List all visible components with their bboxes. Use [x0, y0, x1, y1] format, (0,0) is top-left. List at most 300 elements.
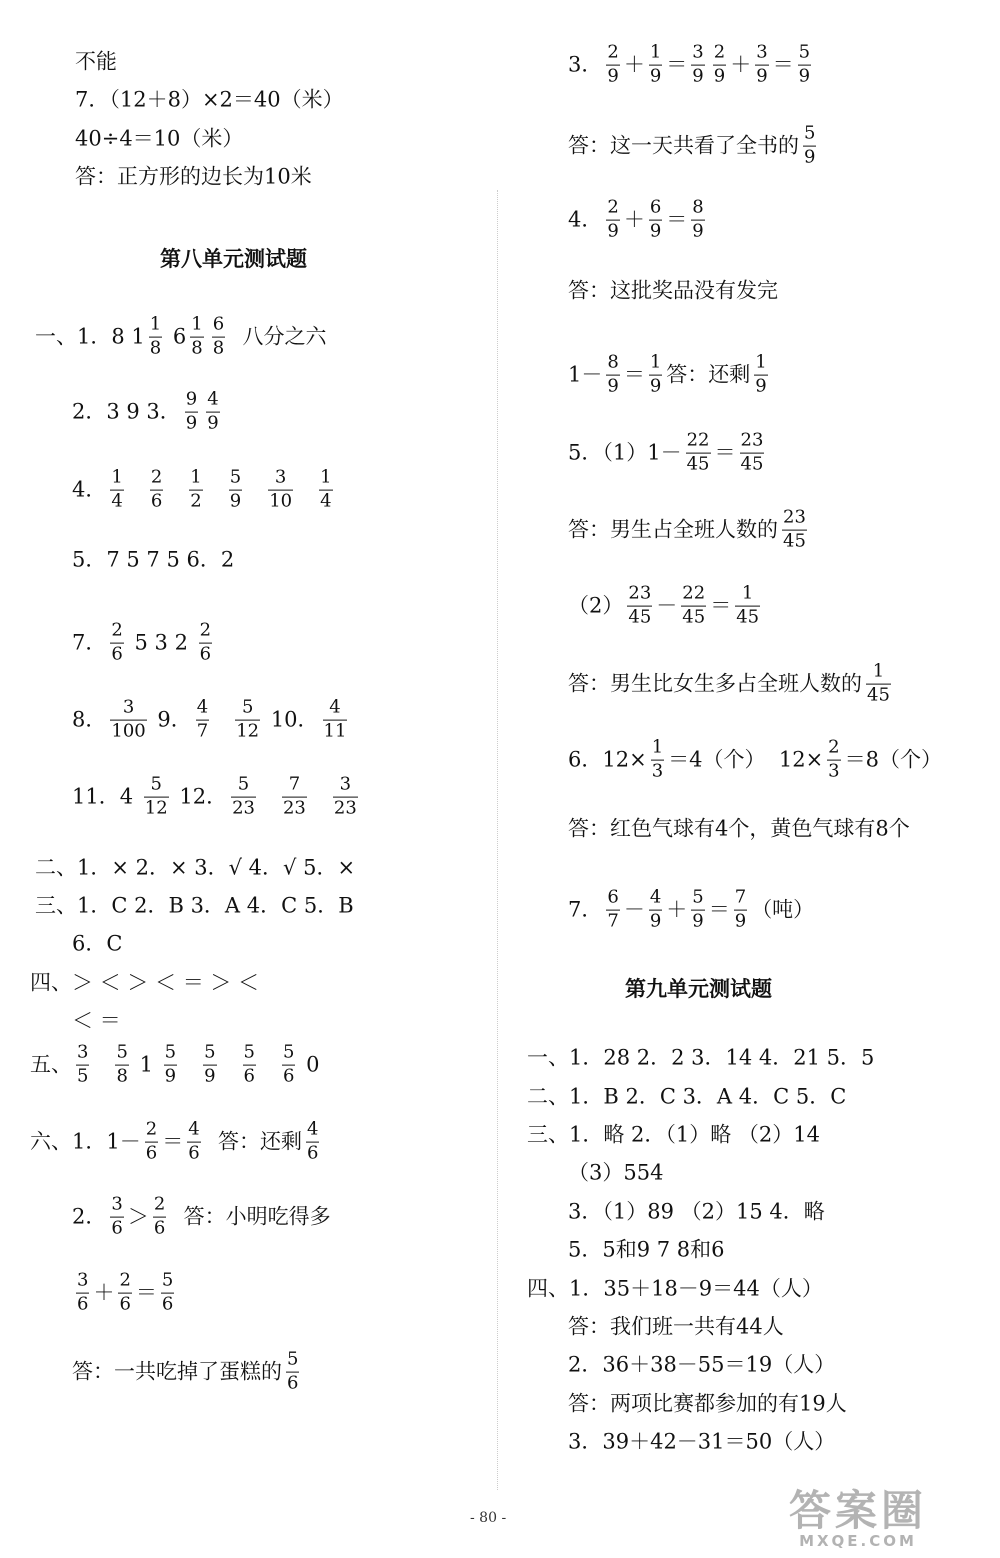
- fraction-denominator: 8: [116, 1065, 128, 1087]
- answer-line: [568, 736, 942, 782]
- answer-text: ＝: [666, 52, 688, 77]
- fraction-numerator: 3: [122, 696, 135, 718]
- fraction-numerator: 5: [804, 122, 816, 144]
- answer-line: [568, 196, 709, 242]
- fraction: [681, 582, 706, 628]
- fraction-denominator: 9: [798, 65, 811, 87]
- fraction-denominator: 23: [333, 797, 357, 819]
- fraction-numerator: 23: [783, 506, 806, 528]
- fraction-denominator: 6: [188, 1142, 200, 1164]
- fraction-denominator: 9: [692, 220, 704, 242]
- fraction-denominator: 23: [282, 797, 306, 819]
- answer-line: [72, 773, 362, 819]
- column-divider: [497, 190, 498, 1490]
- answer-line: [568, 1237, 725, 1262]
- fraction: [282, 773, 307, 819]
- fraction-denominator: 6: [145, 1142, 158, 1164]
- fraction-denominator: 6: [150, 490, 163, 512]
- fraction-denominator: 6: [161, 1293, 174, 1315]
- answer-line: [568, 506, 811, 552]
- fraction-denominator: 45: [740, 453, 764, 475]
- fraction-numerator: 22: [682, 582, 706, 604]
- answer-line: [568, 122, 820, 168]
- answer-text: 答：我们班一共有44人: [568, 1314, 784, 1339]
- answer-text: （吨）: [751, 897, 815, 922]
- answer-text: 答：这一天共看了全书的: [568, 133, 799, 158]
- fraction: [735, 582, 760, 628]
- fraction-denominator: 9: [607, 220, 619, 242]
- fraction-numerator: 5: [692, 886, 704, 908]
- fraction-numerator: 3: [692, 41, 704, 63]
- fraction-denominator: 6: [77, 1293, 89, 1315]
- answer-text: 答：红色气球有4个，黄色气球有8个: [568, 816, 910, 841]
- fraction-denominator: 45: [867, 684, 890, 706]
- fraction-numerator: 4: [188, 1118, 200, 1140]
- fraction-denominator: 9: [229, 490, 242, 512]
- fraction: [229, 466, 242, 512]
- fraction-denominator: 6: [119, 1293, 131, 1315]
- fraction-denominator: 9: [164, 1065, 177, 1087]
- fraction-denominator: 9: [649, 910, 662, 932]
- section-title-unit8: 第八单元测试题: [160, 247, 307, 271]
- fraction: [866, 660, 891, 706]
- fraction: [649, 41, 662, 87]
- fraction-denominator: 4: [111, 490, 123, 512]
- answer-text: 0: [299, 1052, 320, 1077]
- fraction: [691, 886, 704, 932]
- fraction-denominator: 3: [651, 760, 664, 782]
- fraction-denominator: 8: [191, 337, 203, 359]
- fraction: [161, 1269, 174, 1315]
- fraction-denominator: 9: [692, 910, 704, 932]
- answer-text: 4．: [72, 477, 107, 502]
- fraction-numerator: 5: [237, 773, 250, 795]
- fraction-numerator: 6: [649, 196, 662, 218]
- fraction-numerator: 22: [686, 429, 710, 451]
- fraction-numerator: 5: [287, 1348, 299, 1370]
- fraction-numerator: 4: [307, 1118, 319, 1140]
- fraction-numerator: 2: [153, 1193, 166, 1215]
- answer-text: ＝: [623, 362, 645, 387]
- fraction-denominator: 2: [190, 490, 202, 512]
- fraction: [110, 619, 123, 665]
- fraction: [149, 313, 162, 359]
- answer-text: 10．: [264, 707, 319, 732]
- fraction-numerator: 7: [734, 886, 747, 908]
- answer-text: 6．C: [72, 931, 123, 956]
- answer-text: 5．5和9 7 8和6: [568, 1237, 725, 1262]
- fraction: [268, 466, 293, 512]
- fraction: [144, 773, 169, 819]
- answer-text: ＝: [710, 593, 732, 618]
- fraction-numerator: 1: [149, 313, 162, 335]
- fraction: [118, 1269, 131, 1315]
- fraction: [110, 1193, 123, 1239]
- fraction-numerator: 2: [828, 736, 840, 758]
- fraction-numerator: 5: [204, 1041, 216, 1063]
- watermark-logo-text: 答案圈: [788, 1485, 927, 1535]
- answer-line: [72, 1008, 121, 1033]
- fraction: [203, 1041, 216, 1087]
- fraction-denominator: 9: [649, 375, 662, 397]
- fraction: [734, 886, 747, 932]
- fraction-denominator: 6: [199, 643, 212, 665]
- answer-line: [30, 970, 260, 995]
- fraction-denominator: 6: [111, 643, 123, 665]
- answer-text: 1－: [568, 362, 603, 387]
- fraction-numerator: 1: [741, 582, 754, 604]
- fraction: [145, 1118, 158, 1164]
- fraction-numerator: 4: [196, 696, 209, 718]
- fraction-numerator: 6: [607, 886, 619, 908]
- answer-line: [35, 855, 356, 880]
- answer-text: 答：这批奖品没有发完: [568, 278, 778, 303]
- fraction: [185, 388, 198, 434]
- fraction-numerator: 5: [798, 41, 811, 63]
- fraction-denominator: 12: [144, 797, 168, 819]
- fraction-numerator: 4: [329, 696, 341, 718]
- fraction-numerator: 1: [649, 41, 662, 63]
- answer-line: [75, 164, 312, 189]
- answer-line: [72, 466, 337, 512]
- fraction: [199, 619, 212, 665]
- fraction: [110, 696, 146, 742]
- fraction-denominator: 45: [686, 453, 710, 475]
- answer-line: [527, 1045, 875, 1070]
- answer-text: 一、1．28 2．2 3．14 4．21 5．5: [527, 1045, 875, 1070]
- answer-line: [568, 1314, 784, 1339]
- answer-line: [72, 388, 224, 434]
- fraction-denominator: 12: [236, 720, 260, 742]
- fraction-denominator: 9: [607, 375, 619, 397]
- fraction-denominator: 9: [649, 65, 662, 87]
- answer-line: [568, 1199, 825, 1224]
- fraction: [691, 196, 704, 242]
- fraction: [606, 351, 619, 397]
- fraction: [754, 351, 767, 397]
- fraction-numerator: 8: [607, 351, 619, 373]
- fraction: [606, 41, 619, 87]
- answer-text: ＋: [623, 207, 645, 232]
- section-title-unit9: 第九单元测试题: [625, 977, 772, 1001]
- answer-text: 8．: [72, 707, 107, 732]
- fraction-denominator: 9: [649, 220, 662, 242]
- fraction-numerator: 2: [607, 196, 619, 218]
- answer-text: 一、1．8 1: [35, 324, 145, 349]
- fraction: [713, 41, 726, 87]
- answer-line: [72, 619, 216, 665]
- fraction-denominator: 23: [232, 797, 255, 819]
- answer-line: [72, 931, 123, 956]
- answer-text: 9．: [150, 707, 192, 732]
- fraction: [606, 886, 619, 932]
- fraction-numerator: 1: [649, 351, 662, 373]
- fraction: [153, 1193, 166, 1239]
- answer-text: 2．: [72, 1204, 107, 1229]
- fraction: [196, 696, 209, 742]
- fraction-numerator: 5: [116, 1041, 128, 1063]
- answer-text: 12．: [172, 784, 228, 809]
- fraction: [606, 196, 619, 242]
- answer-text: 3．（1）89 （2）15 4．略: [568, 1199, 825, 1224]
- fraction: [76, 1041, 89, 1087]
- answer-line: [568, 582, 764, 628]
- answer-text: （3）554: [568, 1160, 664, 1185]
- fraction-denominator: 5: [77, 1065, 89, 1087]
- answer-text: 答：男生比女生多占全班人数的: [568, 671, 862, 696]
- fraction-denominator: 8: [149, 337, 162, 359]
- answer-text: 不能: [75, 49, 117, 74]
- fraction-numerator: 2: [111, 619, 123, 641]
- fraction-numerator: 6: [212, 313, 225, 335]
- answer-text: 4．: [568, 207, 603, 232]
- answer-text: 五、: [30, 1052, 72, 1077]
- fraction-numerator: 4: [207, 388, 219, 410]
- fraction: [798, 41, 811, 87]
- answer-line: [72, 696, 351, 742]
- fraction-denominator: 9: [756, 65, 768, 87]
- answer-text: 答：两项比赛都参加的有19人: [568, 1391, 847, 1416]
- answer-text: 3．: [568, 52, 603, 77]
- fraction: [651, 736, 664, 782]
- fraction-numerator: 23: [628, 582, 652, 604]
- answer-text: 3．39＋42－31＝50（人）: [568, 1429, 836, 1454]
- fraction-denominator: 6: [287, 1372, 299, 1394]
- fraction: [164, 1041, 177, 1087]
- answer-line: [568, 278, 778, 303]
- answer-text: 6．12×: [568, 747, 647, 772]
- answer-text: 2．36＋38－55＝19（人）: [568, 1352, 836, 1377]
- answer-text: 答：小明吃得多: [170, 1204, 331, 1229]
- fraction-numerator: 5: [282, 1041, 295, 1063]
- answer-line: [35, 313, 327, 359]
- fraction-denominator: 6: [153, 1217, 166, 1239]
- fraction-numerator: 2: [607, 41, 619, 63]
- answer-text: 二、1．B 2．C 3．A 4．C 5．C: [527, 1084, 847, 1109]
- fraction-denominator: 6: [282, 1065, 295, 1087]
- answer-text: 7．: [568, 897, 603, 922]
- fraction-numerator: 5: [241, 696, 254, 718]
- fraction-denominator: 45: [736, 606, 760, 628]
- fraction-denominator: 9: [204, 1065, 216, 1087]
- fraction: [740, 429, 765, 475]
- fraction: [110, 466, 123, 512]
- fraction-numerator: 2: [119, 1269, 131, 1291]
- fraction: [206, 388, 219, 434]
- fraction: [755, 41, 768, 87]
- fraction: [282, 1041, 295, 1087]
- fraction: [649, 196, 662, 242]
- fraction: [627, 582, 652, 628]
- answer-text: 1: [132, 1052, 160, 1077]
- answer-line: [568, 660, 895, 706]
- fraction-denominator: 9: [607, 65, 619, 87]
- watermark-url: MXQE.COM: [799, 1531, 917, 1550]
- fraction-denominator: 6: [307, 1142, 319, 1164]
- fraction: [190, 313, 203, 359]
- fraction-denominator: 9: [185, 412, 198, 434]
- answer-text: ＝: [162, 1129, 184, 1154]
- fraction-numerator: 1: [190, 466, 202, 488]
- fraction: [649, 351, 662, 397]
- fraction-numerator: 1: [755, 351, 767, 373]
- answer-text: 答：男生占全班人数的: [568, 517, 778, 542]
- fraction: [189, 466, 202, 512]
- fraction: [76, 1269, 89, 1315]
- answer-line: [568, 1352, 836, 1377]
- answer-text: 答：正方形的边长为10米: [75, 164, 312, 189]
- fraction-numerator: 7: [288, 773, 301, 795]
- answer-text: 六、1．1－: [30, 1129, 141, 1154]
- fraction-denominator: 100: [111, 720, 146, 742]
- answer-text: 答：还剩: [666, 362, 751, 387]
- answer-line: [75, 126, 244, 151]
- fraction-numerator: 1: [191, 313, 203, 335]
- fraction: [686, 429, 711, 475]
- fraction-numerator: 5: [164, 1041, 177, 1063]
- fraction: [323, 696, 348, 742]
- answer-text: －: [656, 593, 678, 618]
- answer-line: [72, 1269, 178, 1315]
- answer-text: ＝4（个） 12×: [668, 747, 824, 772]
- fraction-denominator: 9: [692, 65, 704, 87]
- fraction-numerator: 5: [229, 466, 242, 488]
- fraction: [319, 466, 332, 512]
- fraction-numerator: 2: [713, 41, 726, 63]
- fraction: [115, 1041, 128, 1087]
- page-number: - 80 -: [470, 1510, 507, 1526]
- answer-text: －: [623, 897, 645, 922]
- answer-text: ＝: [666, 207, 688, 232]
- fraction-denominator: 9: [804, 146, 816, 168]
- fraction-numerator: 23: [740, 429, 764, 451]
- fraction: [243, 1041, 256, 1087]
- fraction-denominator: 11: [323, 720, 347, 742]
- fraction-numerator: 3: [274, 466, 287, 488]
- fraction-numerator: 2: [199, 619, 212, 641]
- fraction-numerator: 4: [649, 886, 662, 908]
- fraction: [333, 773, 358, 819]
- fraction-numerator: 3: [111, 1193, 123, 1215]
- answer-line: [72, 547, 235, 572]
- answer-text: ＝8（个）: [844, 747, 942, 772]
- answer-text: ＋: [730, 52, 752, 77]
- answer-text: 5．（1）1－: [568, 440, 682, 465]
- fraction-denominator: 4: [320, 490, 332, 512]
- fraction-numerator: 1: [320, 466, 332, 488]
- answer-text: ＜ ＝: [72, 1008, 121, 1033]
- fraction-denominator: 45: [783, 530, 806, 552]
- fraction-numerator: 5: [150, 773, 162, 795]
- answer-line: [568, 1160, 664, 1185]
- answer-text: 三、1．C 2．B 3．A 4．C 5．B: [35, 893, 354, 918]
- answer-text: 40÷4＝10（米）: [75, 126, 244, 151]
- answer-text: ＋: [666, 897, 688, 922]
- fraction-numerator: 2: [150, 466, 163, 488]
- fraction-denominator: 7: [196, 720, 209, 742]
- fraction-denominator: 9: [755, 375, 767, 397]
- answer-text: 11．4: [72, 784, 140, 809]
- answer-text: ＝: [714, 440, 736, 465]
- fraction-denominator: 10: [269, 490, 293, 512]
- answer-text: 7．（12＋8）×2＝40（米）: [75, 87, 344, 112]
- fraction: [691, 41, 704, 87]
- answer-text: ＋: [623, 52, 645, 77]
- fraction-denominator: 6: [243, 1065, 255, 1087]
- answer-text: 答：还剩: [204, 1129, 302, 1154]
- answer-text: 四、＞ ＜ ＞ ＜ ＝ ＞ ＜: [30, 970, 260, 995]
- fraction-numerator: 2: [145, 1118, 158, 1140]
- fraction-numerator: 5: [243, 1041, 255, 1063]
- fraction: [150, 466, 163, 512]
- answer-line: [568, 41, 815, 87]
- fraction-denominator: 9: [734, 910, 747, 932]
- fraction: [212, 313, 225, 359]
- answer-line: [568, 1429, 836, 1454]
- answer-line: [568, 816, 910, 841]
- answer-line: [35, 893, 354, 918]
- fraction-numerator: 3: [77, 1269, 89, 1291]
- fraction-numerator: 1: [651, 736, 664, 758]
- answer-text: ＞: [127, 1204, 149, 1229]
- answer-line: [75, 49, 117, 74]
- fraction-denominator: 45: [628, 606, 652, 628]
- answer-text: 5．7 5 7 5 6．2: [72, 547, 235, 572]
- answer-text: 5 3 2: [127, 630, 195, 655]
- fraction-denominator: 45: [682, 606, 706, 628]
- fraction: [306, 1118, 319, 1164]
- fraction-numerator: 5: [161, 1269, 174, 1291]
- answer-text: ＝: [135, 1280, 157, 1305]
- answer-text: 四、1．35＋18－9＝44（人）: [527, 1276, 823, 1301]
- answer-line: [30, 1041, 320, 1087]
- fraction-numerator: 1: [872, 660, 885, 682]
- fraction-numerator: 3: [77, 1041, 89, 1063]
- fraction-denominator: 9: [713, 65, 726, 87]
- answer-line: [568, 351, 772, 397]
- answer-text: 答：一共吃掉了蛋糕的: [72, 1359, 282, 1384]
- answer-line: [30, 1118, 323, 1164]
- answer-text: 二、1．× 2．× 3．√ 4．√ 5．×: [35, 855, 356, 880]
- fraction: [782, 506, 807, 552]
- answer-text: ＝: [708, 897, 730, 922]
- answer-line: [527, 1122, 821, 1147]
- fraction: [286, 1348, 299, 1394]
- fraction-numerator: 3: [339, 773, 352, 795]
- answer-text: （2）: [568, 593, 624, 618]
- fraction-numerator: 3: [756, 41, 768, 63]
- fraction-denominator: 3: [828, 760, 840, 782]
- fraction-numerator: 8: [692, 196, 704, 218]
- fraction-numerator: 1: [111, 466, 123, 488]
- fraction-denominator: 6: [111, 1217, 123, 1239]
- answer-line: [568, 429, 768, 475]
- fraction-numerator: 9: [185, 388, 198, 410]
- answer-text: ＋: [93, 1280, 115, 1305]
- answer-line: [568, 886, 815, 932]
- answer-text: 八分之六: [229, 324, 327, 349]
- answer-line: [527, 1276, 823, 1301]
- watermark-logo: [738, 1485, 978, 1550]
- fraction: [231, 773, 256, 819]
- fraction-denominator: 9: [207, 412, 219, 434]
- fraction-denominator: 7: [607, 910, 619, 932]
- fraction: [649, 886, 662, 932]
- answer-line: [72, 1193, 331, 1239]
- answer-text: 2．3 9 3．: [72, 399, 181, 424]
- answer-line: [75, 87, 344, 112]
- fraction: [187, 1118, 200, 1164]
